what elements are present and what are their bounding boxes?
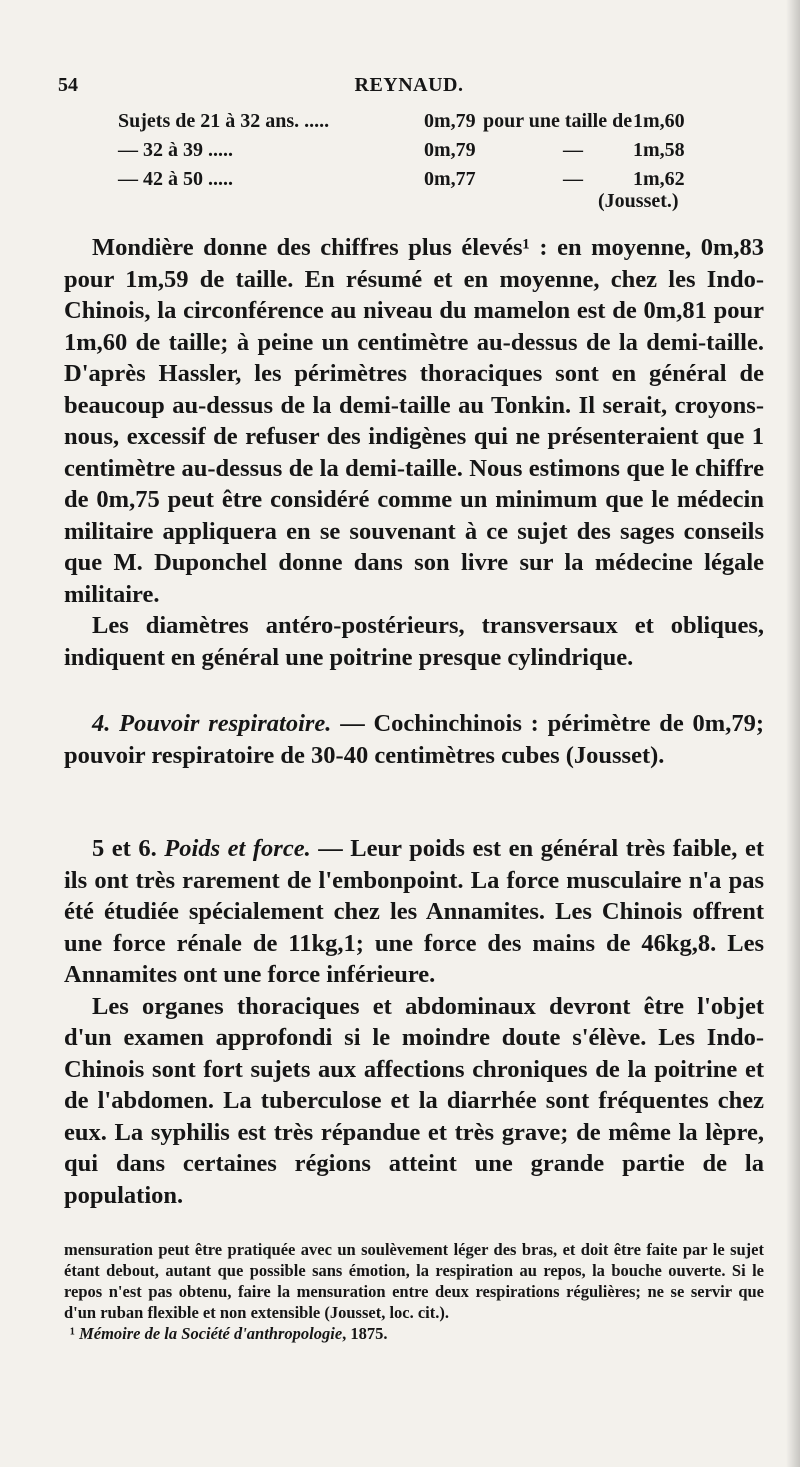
section-text: — Leur poids est en général très faible, et ils ont très rarement de l'embonpoint. La force musculaire n'a pas été étudiée spécialement chez les Annamites. Les Chinois offrent une force rénale de 11kg,1; une force des mains de 46kg,8. Les Annamites ont une force inférieure. bbox=[64, 835, 764, 988]
paragraph-respiratoire bbox=[64, 708, 764, 771]
paragraph-mondiere: Mondière donne des chiffres plus élevés¹ : en moyenne, 0m,83 pour 1m,59 de taille. En résumé et en moyenne, chez les Indo-Chinois, la circonférence au niveau du mamelon est de 0m,81 pour 1m,60 de taille; à peine un centimètre au-dessus de la demi-taille. D'après Hassler, les périmètres thoraciques sont en général de beaucoup au-dessus de la demi-taille au Tonkin. Il serait, croyons-nous, excessif de refuser des indigènes qui ne présenteraient que 1 centimètre au-dessus de la demi-taille. Nous estimons que le chiffre de 0m,75 peut être considéré comme un minimum que le médecin militaire appliquera en se souvenant à ce sujet des sages conseils que M. Duponchel donne dans son livre sur la médecine légale militaire. bbox=[64, 234, 764, 608]
row-label: Sujets de 21 à 32 ans. ..... bbox=[118, 110, 330, 132]
footnote-marker: ¹ bbox=[70, 1324, 75, 1343]
row-value: 0m,79 bbox=[424, 139, 476, 161]
paragraph-diametres: Les diamètres antéro-postérieurs, transversaux et obliques, indiquent en général une poitrine presque cylindrique. bbox=[64, 612, 764, 671]
row-label: — 42 à 50 ..... bbox=[118, 168, 233, 190]
section-heading: Poids et force. bbox=[164, 835, 311, 862]
row-value: 0m,79 bbox=[424, 110, 476, 132]
paragraph-poids bbox=[64, 833, 764, 991]
row-joiner: — bbox=[563, 139, 583, 161]
section-heading: 4. Pouvoir respiratoire. bbox=[92, 710, 332, 737]
row-height: 1m,62 bbox=[633, 168, 685, 190]
section-respiratoire bbox=[64, 708, 764, 771]
footnote-continued: mensuration peut être pratiquée avec un soulèvement léger des bras, et doit être faite par le sujet étant debout, autant que possible sans émotion, la respiration au repos, la bouche ouverte. Si le repos n'est pas obtenu, faire la mensuration entre deux respirations régulières; ne se servir que d'un ruban flexible et non extensible (Jousset, loc. cit.). bbox=[64, 1240, 764, 1322]
running-head: REYNAUD. bbox=[354, 74, 464, 96]
row-height: 1m,60 bbox=[633, 110, 685, 132]
body-text-top bbox=[64, 232, 764, 673]
row-height: 1m,58 bbox=[633, 139, 685, 161]
footnote-rest: , 1875. bbox=[342, 1324, 388, 1343]
row-joiner: — bbox=[563, 168, 583, 190]
section-text: — Cochinchinois : périmètre de 0m,79; pouvoir respiratoire de 30-40 centimètres cubes (Jousset). bbox=[64, 710, 764, 769]
footnotes bbox=[64, 1239, 764, 1344]
page-header bbox=[58, 74, 760, 104]
table-source: (Jousset.) bbox=[598, 190, 679, 212]
footnote-title: Mémoire de la Société d'anthropologie bbox=[79, 1324, 343, 1343]
section-poids-force bbox=[64, 833, 764, 1211]
footnote-1 bbox=[64, 1323, 764, 1344]
paragraph-organes: Les organes thoraciques et abdominaux devront être l'objet d'un examen approfondi si le moindre doute s'élève. Les Indo-Chinois sont fort sujets aux affections chroniques de la poitrine et de l'abdomen. La tuberculose et la diarrhée sont fréquentes chez eux. La syphilis est très répandue et très grave; de même la lèpre, qui dans certaines régions atteint une grande partie de la population. bbox=[64, 992, 764, 1209]
row-value: 0m,77 bbox=[424, 168, 476, 190]
row-label: — 32 à 39 ..... bbox=[118, 139, 233, 161]
row-joiner: pour une taille de bbox=[483, 110, 633, 132]
page-edge-shadow bbox=[786, 0, 800, 1467]
section-number: 5 et 6. bbox=[92, 835, 165, 862]
page-number: 54 bbox=[58, 74, 78, 96]
